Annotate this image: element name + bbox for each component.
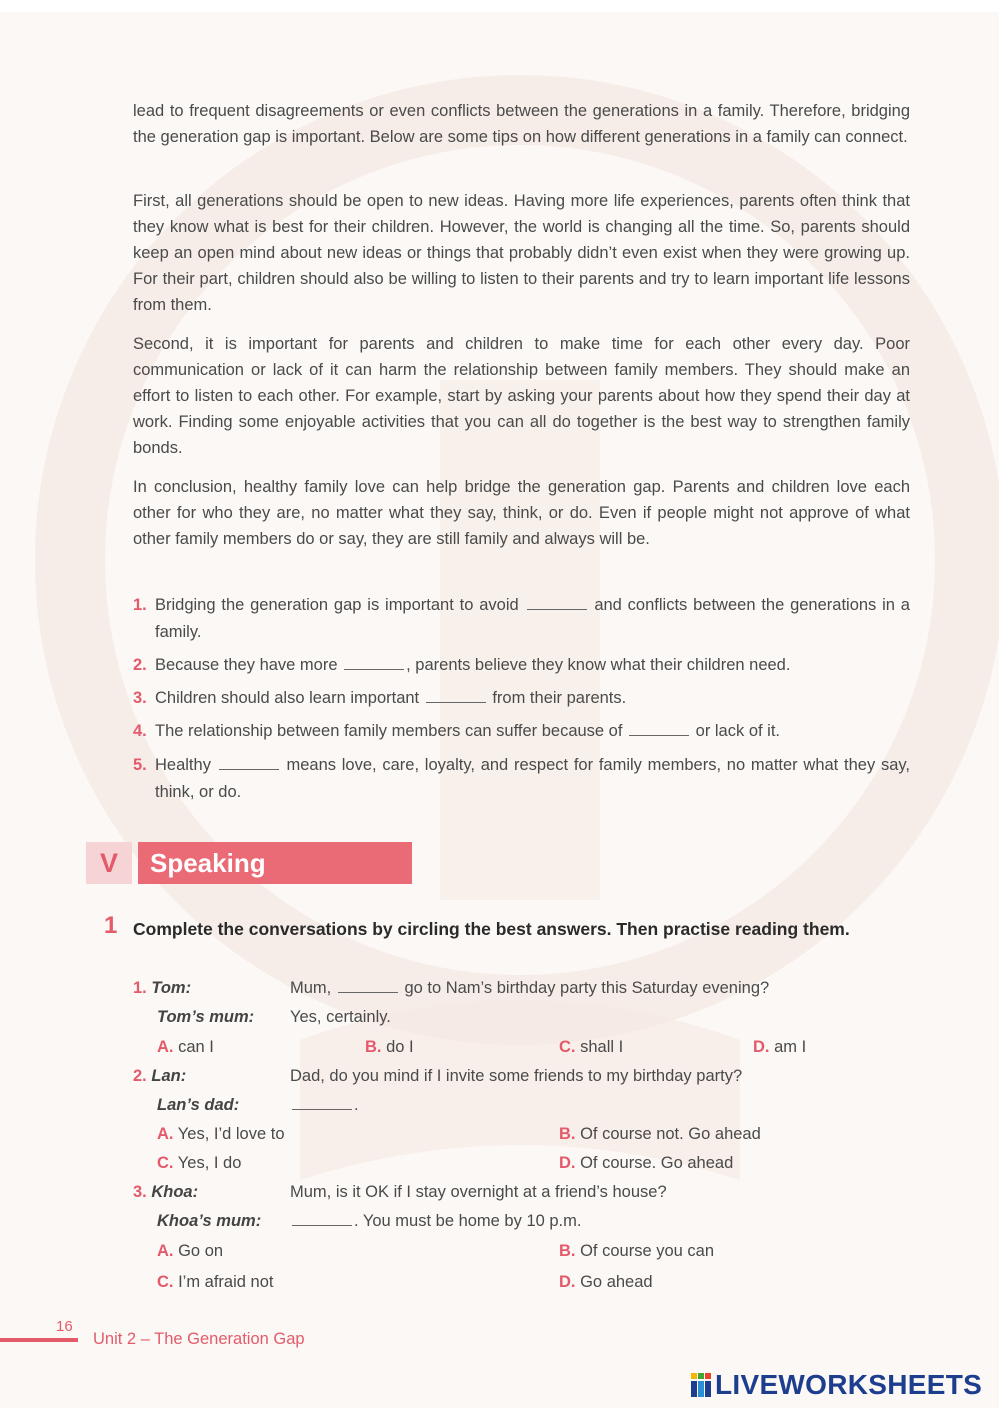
question-number: 2. [133,656,147,674]
speaker-name: Tom’s mum: [157,1008,255,1026]
option-letter: D. [753,1038,770,1056]
option-c[interactable] [157,1151,241,1175]
option-text: Of course not. Go ahead [580,1125,761,1143]
conversation-number: 2. [133,1067,147,1085]
option-a[interactable] [157,1239,223,1263]
question-item [133,718,910,745]
conversation-text: Mum, is it OK if I stay overnight at a friend’s house? [290,1183,667,1201]
section-number: V [86,842,132,884]
option-letter: C. [157,1154,174,1172]
conversation-line [157,1093,239,1117]
option-text: can I [178,1038,214,1056]
option-d[interactable] [559,1151,733,1175]
speaker-name: Tom: [151,979,192,997]
option-letter: B. [559,1242,576,1260]
conversation-text: Yes, certainly. [290,1008,391,1026]
exercise-instruction: Complete the conversations by circling the best answers. Then practise reading them. [133,919,850,939]
option-letter: A. [157,1125,174,1143]
answer-blank[interactable] [426,690,486,703]
option-text: am I [774,1038,807,1056]
question-text-after: and conflicts between the generations in a family. [155,596,910,641]
question-text-before: Children should also learn important [155,689,420,707]
option-text: Go ahead [580,1273,653,1291]
conversation-text [290,976,769,1000]
question-number: 4. [133,722,147,740]
line-text-after: . [354,1096,359,1114]
option-text: Yes, I’d love to [177,1125,285,1143]
question-item [133,652,910,679]
paragraph-second: Second, it is important for parents and children to make time for each other every day. Poor communication or lack of it can harm the relationship between family members. They should make an effort to listen to each other. For example, start by asking your parents about how they spend their day at work. Finding some enjoyable activities that you can all do together is the best way to strengthen family bonds. [133,335,910,457]
option-text: Of course. Go ahead [580,1154,734,1172]
option-letter: B. [559,1125,576,1143]
question-text-before: Bridging the generation gap is important to avoid [155,596,519,614]
option-letter: B. [365,1038,382,1056]
option-letter: A. [157,1242,174,1260]
option-text: do I [386,1038,414,1056]
question-number: 1. [133,596,147,614]
answer-blank[interactable] [219,757,279,770]
conversation-text [290,1209,581,1233]
option-letter: C. [157,1273,174,1291]
exercise-number: 1 [104,912,118,939]
question-text-after: means love, care, loyalty, and respect for family members, no matter what they say, think, or do. [155,756,910,801]
option-letter: D. [559,1154,576,1172]
option-letter: A. [157,1038,174,1056]
line-text-after: . You must be home by 10 p.m. [354,1212,582,1230]
answer-blank[interactable] [338,980,398,993]
liveworksheets-logo-text: LIVEWORKSHEETS [715,1369,983,1400]
conversation-text: Dad, do you mind if I invite some friends to my birthday party? [290,1067,743,1085]
conversation-line [133,1064,186,1088]
conversation-text [290,1093,359,1117]
section-title: Speaking [138,842,412,884]
option-a[interactable] [157,1035,214,1059]
question-item [133,685,910,712]
option-text: Of course you can [580,1242,714,1260]
conversation-number: 1. [133,979,147,997]
option-b[interactable] [559,1122,761,1146]
speaker-name: Khoa’s mum: [157,1212,262,1230]
question-text-before: Healthy [155,756,211,774]
section-banner [86,842,412,884]
footer-divider [0,1338,78,1342]
speaker-name: Lan’s dad: [157,1096,240,1114]
answer-blank[interactable] [344,657,404,670]
question-text-after: from their parents. [492,689,627,707]
option-c[interactable] [559,1035,623,1059]
option-letter: C. [559,1038,576,1056]
option-text: I’m afraid not [178,1273,274,1291]
option-text: shall I [580,1038,624,1056]
question-item [133,752,910,805]
option-d[interactable] [753,1035,806,1059]
conversation-line [157,1209,261,1233]
option-a[interactable] [157,1122,285,1146]
answer-blank[interactable] [292,1097,352,1110]
speaker-name: Lan: [151,1067,187,1085]
option-letter: D. [559,1273,576,1291]
option-b[interactable] [365,1035,414,1059]
paragraph-conclusion: In conclusion, healthy family love can help bridge the generation gap. Parents and children love each other for who they are, no matter what they say, think, or do. Even if people might not approve of what other family members do or say, they are still family and always will be. [133,478,910,548]
option-text: Go on [178,1242,224,1260]
option-c[interactable] [157,1270,273,1294]
answer-blank[interactable] [629,723,689,736]
answer-blank[interactable] [527,597,587,610]
question-number: 5. [133,756,147,774]
page-number: 16 [56,1318,73,1335]
unit-label: Unit 2 – The Generation Gap [93,1330,305,1348]
question-text-after: or lack of it. [695,722,781,740]
question-text-before: The relationship between family members can suffer because of [155,722,623,740]
conversation-line [133,976,191,1000]
conversation-number: 3. [133,1183,147,1201]
option-d[interactable] [559,1270,653,1294]
line-text-before: Mum, [290,979,332,997]
question-text-before: Because they have more [155,656,338,674]
answer-blank[interactable] [292,1213,352,1226]
question-number: 3. [133,689,147,707]
conversation-line [157,1005,254,1029]
line-text-after: go to Nam’s birthday party this Saturday evening? [404,979,770,997]
conversation-line [133,1180,198,1204]
paragraph-first: First, all generations should be open to new ideas. Having more life experiences, parents often think that they know what is best for their children. However, the world is changing all the time. So, parents should keep an open mind about new ideas or things that probably didn’t even exist when they were growing up. For their part, children should also be willing to listen to their parents and try to learn important life lessons from them. [133,192,910,314]
speaker-name: Khoa: [151,1183,199,1201]
option-text: Yes, I do [177,1154,242,1172]
option-b[interactable] [559,1239,714,1263]
liveworksheets-logo-icon [691,1373,713,1397]
question-item [133,592,910,645]
paragraph-intro: lead to frequent disagreements or even conflicts between the generations in a family. Therefore, bridging the generation gap is important. Below are some tips on how different generations in a family can connect. [133,102,910,146]
question-text-after: , parents believe they know what their children need. [406,656,791,674]
